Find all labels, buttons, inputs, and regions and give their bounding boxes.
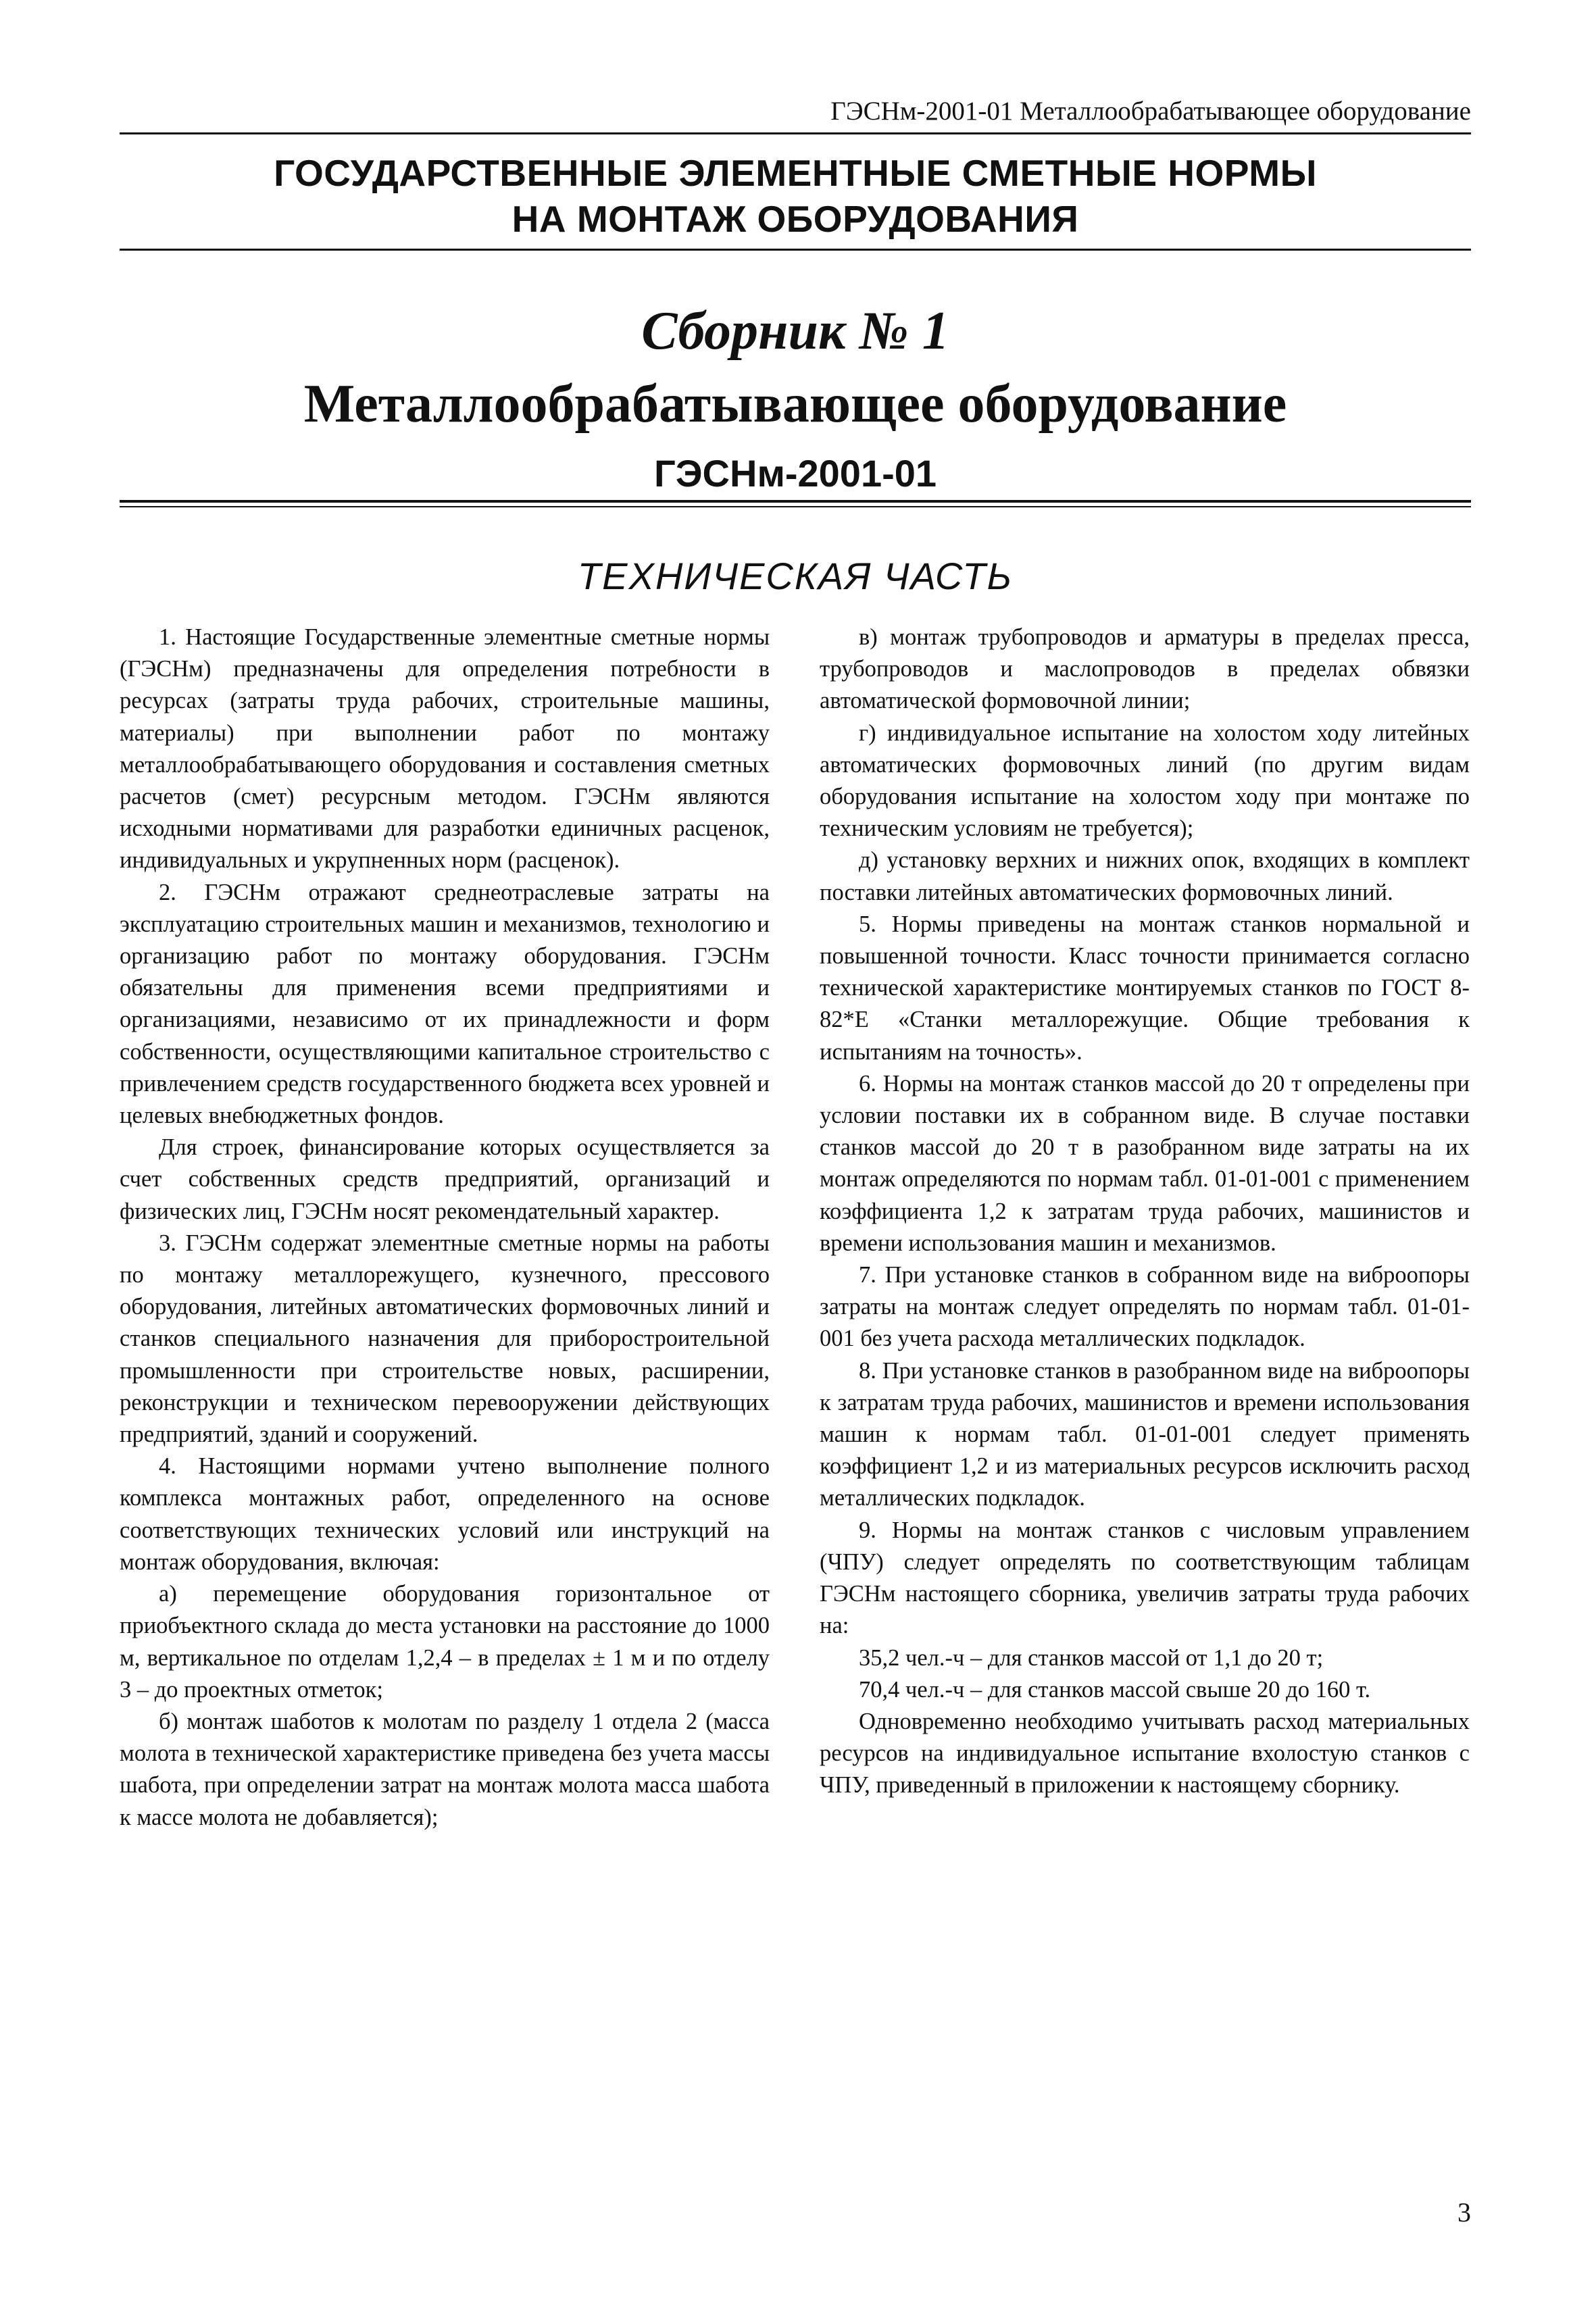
paragraph: 9. Нормы на монтаж станков с числовым управлением (ЧПУ) следует определять по соответствующим таблицам ГЭСНм настоящего сборника, увеличив затраты труда рабочих на: (820, 1517, 1470, 1639)
collection-title: Металлообрабатывающее оборудование (303, 374, 1287, 434)
paragraph: г) индивидуальное испытание на холостом ходу литейных автоматических формовочных линий (по другим видам оборудования испытание на холостом ходу при монтаже по техническим условиям не требуется); (820, 720, 1470, 842)
paragraph: 6. Нормы на монтаж станков массой до 20 т определены при условии поставки их в собранном виде. В случае поставки станков массой до 20 т в разобранном виде затраты на их монтаж определяются по нормам табл. 01-01-001 с применением коэффициента 1,2 к затратам труда рабочих, машинистов и времени использования машин и механизмов. (820, 1070, 1470, 1256)
norm-code: ГЭСНм-2001-01 (653, 452, 937, 495)
right-column (820, 622, 1470, 1802)
paragraph: 2. ГЭСНм отражают среднеотраслевые затраты на эксплуатацию строительных машин и механизмов, технологию и организацию работ по монтажу оборудования. ГЭСНм обязательны для применения всеми предприятиями и организациями, независимо от их принадлежности и форм собственности, осуществляющими капитальное строительство с привлечением средств государственного бюджета всех уровней и целевых внебюджетных фондов. (120, 879, 770, 1129)
paragraph: 7. При установке станков в собранном виде на виброопоры затраты на монтаж следует определять по нормам табл. 01-01-001 без учета расхода металлических подкладок. (820, 1262, 1470, 1352)
section-double-rule-thin (120, 506, 1471, 507)
running-header: ГЭСНм-2001-01 Металлообрабатывающее оборудование (830, 97, 1471, 126)
paragraph: а) перемещение оборудования горизонтальное от приобъектного склада до места установки на расстояние до 1000 м, вертикальное по отделам 1,2,4 – в пределах ± 1 м и по отделу 3 – до проектных отметок; (120, 1581, 770, 1703)
paragraph: 1. Настоящие Государственные элементные сметные нормы (ГЭСНм) предназначены для определения потребности в ресурсах (затраты труда рабочих, строительные машины, материалы) при выполнении работ по монтажу металлообрабатывающего оборудования и составления сметных расчетов (смет) ресурсным методом. ГЭСНм являются исходными нормативами для разработки единичных расценок, индивидуальных и укрупненных норм (расценок). (120, 624, 770, 874)
paragraph: 5. Нормы приведены на монтаж станков нормальной и повышенной точности. Класс точности принимается согласно технической характеристике монтируемых станков по ГОСТ 8-82*Е «Станки металлорежущие. Общие требования к испытаниям на точность». (820, 911, 1470, 1065)
header-rule (120, 132, 1471, 134)
section-heading: ТЕХНИЧЕСКАЯ ЧАСТЬ (577, 555, 1014, 597)
document-title-line-2: НА МОНТАЖ ОБОРУДОВАНИЯ (512, 198, 1079, 240)
paragraph: д) установку верхних и нижних опок, входящих в комплект поставки литейных автоматических формовочных линий. (820, 847, 1470, 905)
title-rule (120, 249, 1471, 251)
paragraph: 70,4 чел.-ч – для станков массой свыше 20 до 160 т. (859, 1676, 1371, 1703)
paragraph: в) монтаж трубопроводов и арматуры в пределах пресса, трубопроводов и маслопроводов в пределах обвязки автоматической формовочной линии; (820, 624, 1470, 714)
paragraph: 3. ГЭСНм содержат элементные сметные нормы на работы по монтажу металлорежущего, кузнечного, прессового оборудования, литейных автоматических формовочных линий и станков специального назначения для приборостроительной промышленности при строительстве новых, расширении, реконструкции и техническом перевооружении действующих предприятий, зданий и сооружений. (120, 1230, 770, 1448)
document-title (120, 150, 1471, 242)
page-number: 3 (1457, 2197, 1471, 2228)
left-column (120, 622, 770, 1834)
document-title-line-1: ГОСУДАРСТВЕННЫЕ ЭЛЕМЕНТНЫЕ СМЕТНЫЕ НОРМЫ (274, 152, 1317, 194)
paragraph: Для строек, финансирование которых осуществляется за счет собственных средств предприятий, организаций и физических лиц, ГЭСНм носят рекомендательный характер. (120, 1134, 770, 1224)
section-double-rule-thick (120, 500, 1471, 503)
paragraph: б) монтаж шаботов к молотам по разделу 1 отдела 2 (масса молота в технической характеристике приведена без учета массы шабота, при определении затрат на монтаж молота масса шабота к массе молота не добавляется); (120, 1708, 770, 1830)
paragraph: 35,2 чел.-ч – для станков массой от 1,1 до 20 т; (859, 1644, 1324, 1671)
paragraph: 4. Настоящими нормами учтено выполнение полного комплекса монтажных работ, определенного на основе соответствующих технических условий или инструкций на монтаж оборудования, включая: (120, 1453, 770, 1575)
paragraph: Одновременно необходимо учитывать расход материальных ресурсов на индивидуальное испытание вхолостую станков с ЧПУ, приведенный в приложении к настоящему сборнику. (820, 1708, 1470, 1799)
collection-number: Сборник № 1 (641, 301, 949, 361)
paragraph: 8. При установке станков в разобранном виде на виброопоры к затратам труда рабочих, машинистов и времени использования машин к нормам табл. 01-01-001 следует применять коэффициент 1,2 и из материальных ресурсов исключить расход металлических подкладок. (820, 1357, 1470, 1511)
